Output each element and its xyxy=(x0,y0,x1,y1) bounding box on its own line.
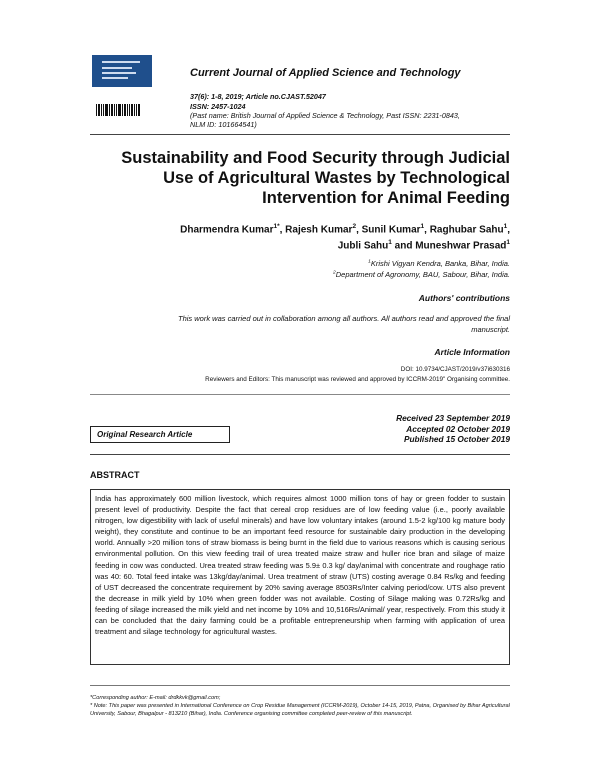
abstract-heading: ABSTRACT xyxy=(90,470,140,480)
author-affiliation-mark: 1 xyxy=(420,223,425,230)
journal-title: Current Journal of Applied Science and Technology xyxy=(190,67,461,79)
author-affiliation-mark: 1 xyxy=(506,239,510,247)
footnote-divider xyxy=(90,685,510,686)
author-list: Dharmendra Kumar$^{1*}$, Rajesh Kumar$^2$, Sunil Kumar$^1$, Raghubar Sahu$^1$, Jubli Sahu$^1$ and Muneshwar Prasad$^1$ xyxy=(180,223,510,252)
corresponding-author: *Corresponding author: E-mail: drdkkvk@gmail.com; xyxy=(90,695,221,701)
affiliation-2: $^2$Department of Agronomy, BAU, Sabour, Bihar, India. xyxy=(333,270,510,279)
author-affiliation-mark: 1* xyxy=(273,223,280,230)
author-name: Dharmendra Kumar xyxy=(180,224,274,236)
author-name: and Muneshwar Prasad xyxy=(391,240,507,252)
header-divider xyxy=(90,134,510,135)
dates-divider xyxy=(90,454,510,455)
author-name: , Rajesh Kumar xyxy=(279,224,353,236)
past-name-line2: NLM ID: 101664541) xyxy=(190,120,257,129)
author-name: , Sunil Kumar xyxy=(356,224,421,236)
past-name-line1: (Past name: British Journal of Applied Science & Technology, Past ISSN: 2231-0843, xyxy=(190,111,460,120)
citation: 37(6): 1-8, 2019; Article no.CJAST.52047 xyxy=(190,92,326,101)
info-divider xyxy=(90,394,510,395)
publication-dates xyxy=(396,413,510,445)
author-affiliation-mark: 2 xyxy=(352,223,357,230)
reviewers-note: Reviewers and Editors: This manuscript was reviewed and approved by ICCRM-2019" Organising committee. xyxy=(205,376,510,383)
doi: DOI: 10.9734/CJAST/2019/v37i630316 xyxy=(400,366,510,373)
author-affiliation-mark: 1 xyxy=(388,239,392,247)
conference-note: * Note: This paper was presented in International Conference on Crop Residue Management (ICCRM-2019), October 14-15, 2019, Patna, Organised by Bihar Agricultural University, Sabour, Bhagalpur - 813210 (Bihar), India. Conference organising committee completed peer-review of this manuscript. xyxy=(90,703,510,717)
published-date: Published 15 October 2019 xyxy=(403,434,510,444)
affiliation-1: $^1$Krishi Vigyan Kendra, Banka, Bihar, India. xyxy=(368,259,510,268)
received-date: Received 23 September 2019 xyxy=(396,413,510,423)
paper-title xyxy=(90,148,510,208)
barcode-icon xyxy=(96,104,140,116)
contributions-heading: Authors' contributions xyxy=(418,293,510,303)
journal-cover-thumbnail xyxy=(92,55,152,87)
title-line: Sustainability and Food Security through Judicial xyxy=(121,149,510,167)
title-line: Use of Agricultural Wastes by Technological xyxy=(163,169,510,187)
author-name: Jubli Sahu xyxy=(337,240,389,252)
article-info-heading: Article Information xyxy=(434,347,510,357)
issn: ISSN: 2457-1024 xyxy=(190,102,246,111)
title-line: Intervention for Animal Feeding xyxy=(262,189,510,207)
contributions-text: This work was carried out in collaboration among all authors. All authors read and approved the final manuscript. xyxy=(178,314,510,334)
accepted-date: Accepted 02 October 2019 xyxy=(406,423,510,434)
author-affiliation-mark: 1 xyxy=(503,223,508,230)
author-name: , Raghubar Sahu xyxy=(424,224,504,236)
article-type-box: Original Research Article xyxy=(90,426,230,443)
abstract-text: India has approximately 600 million livestock, which requires almost 1000 million tons of hay or green fodder to sustain present level of productivity. Despite the fact that cereal crop residues are of low feeding value (i.e., poorly available nitrogen, low digestibility with lack of useful minerals) and have low voluntary intakes (around 1.5-2 kg/100 kg mature body weight), they constitute and continue to be an important feed resource for sustainable dairy production in the developing world. Annually >20 million tons of straw biomass is being burnt in the field due to various reasons which is causing serious environmental pollution. On this view feeding trail of urea treated maize straw and huller rice bran and silage of maize feeding in cow was conducted. Urea treated straw feeding was 5.9± 0.3 kg/ day/animal with concentrate and roughage ratio was 40: 60. Total feed intake was 13kg/day/animal. Urea treatment of straw (UTS) costing average 0.84 Rs/kg and feeding of UST decreased the concentrate requirement by 20% saving average 8503Rs/Inter calving period/cow. UTS also prevent the decrease in milk yield by 10% when green fodder was not available. Costing of Silage making was 0.72Rs/kg and feeding of silage increased the milk yield and net income by 10% and 10,516Rs/Animal/ year, respectively. From this study it can be concluded that the dairy farming could be a profitable entrepreneurship when farming with application of urea treatment and silage technology for agricultural wastes. xyxy=(90,489,510,665)
